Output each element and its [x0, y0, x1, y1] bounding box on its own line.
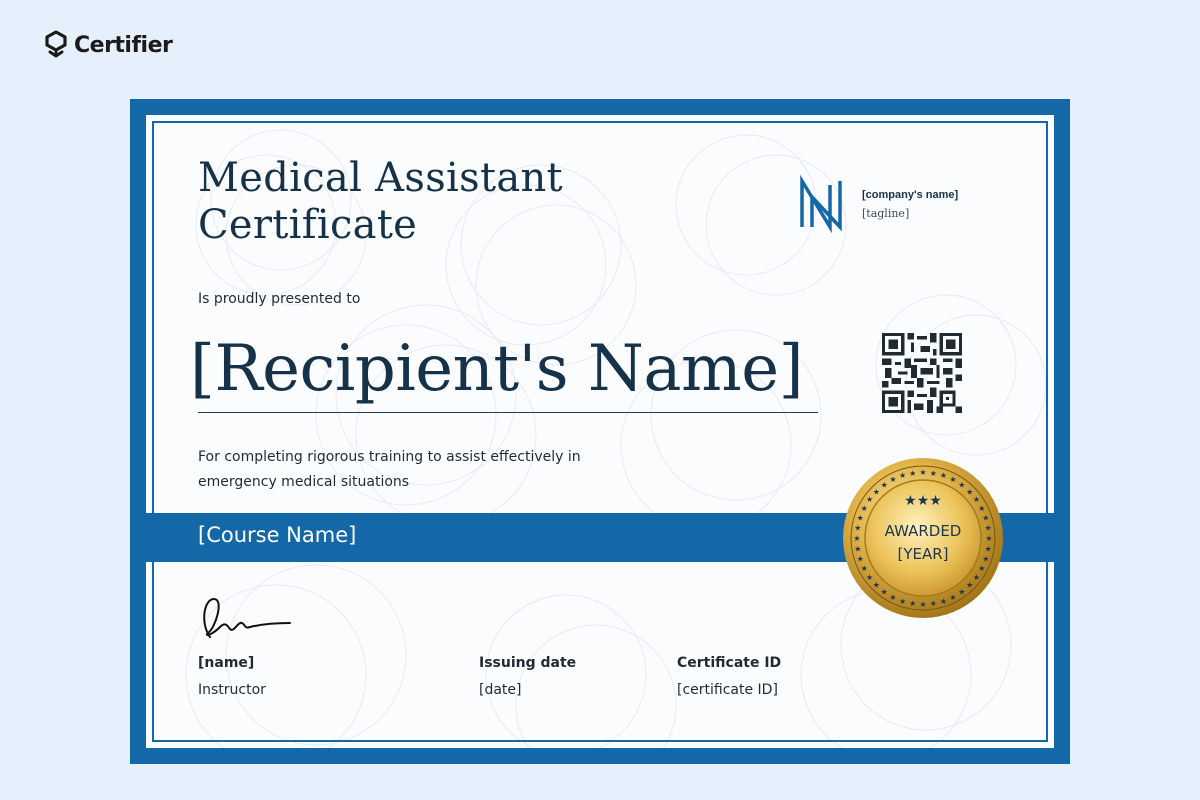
certificate-title: [198, 155, 563, 249]
seal-ring-star: ★: [939, 596, 947, 606]
recipient-name-underline: [198, 412, 818, 413]
instructor-name: [name]: [198, 655, 255, 671]
seal-ring-star: ★: [984, 523, 992, 533]
certificate-body: [146, 115, 1054, 748]
award-seal: [840, 455, 1006, 621]
seal-ring-star: ★: [909, 468, 917, 478]
seal-ring-star: ★: [949, 475, 957, 485]
brand-name: Certifier: [74, 32, 173, 58]
seal-ring-star: ★: [899, 596, 907, 606]
company-name: [company's name]: [862, 188, 959, 201]
seal-ring-star: ★: [854, 523, 862, 533]
seal-awarded-text: AWARDED: [884, 522, 962, 540]
instructor-role: Instructor: [198, 682, 266, 698]
course-name: [Course Name]: [198, 523, 357, 547]
seal-ring-star: ★: [889, 592, 897, 602]
company-logo-icon: [796, 175, 848, 233]
seal-ring-star: ★: [939, 471, 947, 481]
seal-ring-star: ★: [889, 475, 897, 485]
seal-ring-star: ★: [919, 468, 927, 477]
company-block: [796, 175, 958, 233]
seal-ring-star: ★: [899, 471, 907, 481]
seal-ring-star: ★: [972, 572, 980, 582]
seal-ring-star: ★: [872, 580, 880, 590]
seal-ring-star: ★: [966, 580, 974, 590]
company-tagline: [tagline]: [862, 206, 910, 220]
seal-ring-star: ★: [985, 534, 993, 543]
seal-ring-star: ★: [958, 480, 966, 490]
description-line-2: emergency medical situations: [198, 474, 410, 490]
seal-ring-star: ★: [929, 468, 937, 478]
seal-ring-star: ★: [978, 504, 986, 513]
certificate-id-column: [677, 655, 781, 698]
seal-ring-star: ★: [866, 572, 874, 582]
title-line-2: Certificate: [198, 202, 418, 248]
issuing-date-label: Issuing date: [479, 655, 577, 671]
recipient-name: [Recipient's Name]: [190, 332, 804, 406]
seal-ring-star: ★: [880, 587, 888, 597]
seal-ring-star: ★: [966, 487, 974, 497]
seal-ring-star: ★: [982, 554, 990, 564]
seal-ring-star: ★: [978, 564, 986, 573]
issuing-date-value: [date]: [479, 682, 522, 698]
seal-ring-star: ★: [919, 600, 927, 609]
description-line-1: For completing rigorous training to assist effectively in: [198, 449, 581, 465]
seal-ring-star: ★: [860, 504, 868, 513]
seal-ring-star: ★: [856, 513, 864, 523]
seal-ring-star: ★: [880, 480, 888, 490]
seal-ring-star: ★: [872, 487, 880, 497]
issuing-date-column: [479, 655, 576, 698]
seal-ring-star: ★: [949, 592, 957, 602]
presented-to-text: Is proudly presented to: [198, 291, 361, 307]
seal-ring-star: ★: [854, 544, 862, 554]
certificate-id-value: [certificate ID]: [677, 682, 778, 698]
certifier-brand: [44, 30, 172, 60]
seal-ring-star: ★: [856, 554, 864, 564]
seal-stars: ★★★: [904, 493, 942, 509]
certificate-description: [198, 445, 668, 495]
seal-ring-star: ★: [984, 544, 992, 554]
instructor-signature: [198, 593, 298, 643]
certificate-id-label: Certificate ID: [677, 655, 782, 671]
seal-ring-star: ★: [909, 599, 917, 609]
seal-ring-star: ★: [860, 564, 868, 573]
seal-ring-star: ★: [958, 587, 966, 597]
seal-ring-star: ★: [972, 495, 980, 505]
seal-ring-star: ★: [929, 599, 937, 609]
seal-ring-star: ★: [866, 495, 874, 505]
seal-ring-star: ★: [853, 534, 861, 543]
title-line-1: Medical Assistant: [198, 155, 563, 201]
instructor-column: [198, 655, 266, 698]
certifier-logo-icon: [44, 30, 68, 60]
seal-ring-star: ★: [982, 513, 990, 523]
certificate: [130, 99, 1070, 764]
qr-code: [882, 333, 962, 413]
seal-year-text: [YEAR]: [897, 545, 949, 563]
